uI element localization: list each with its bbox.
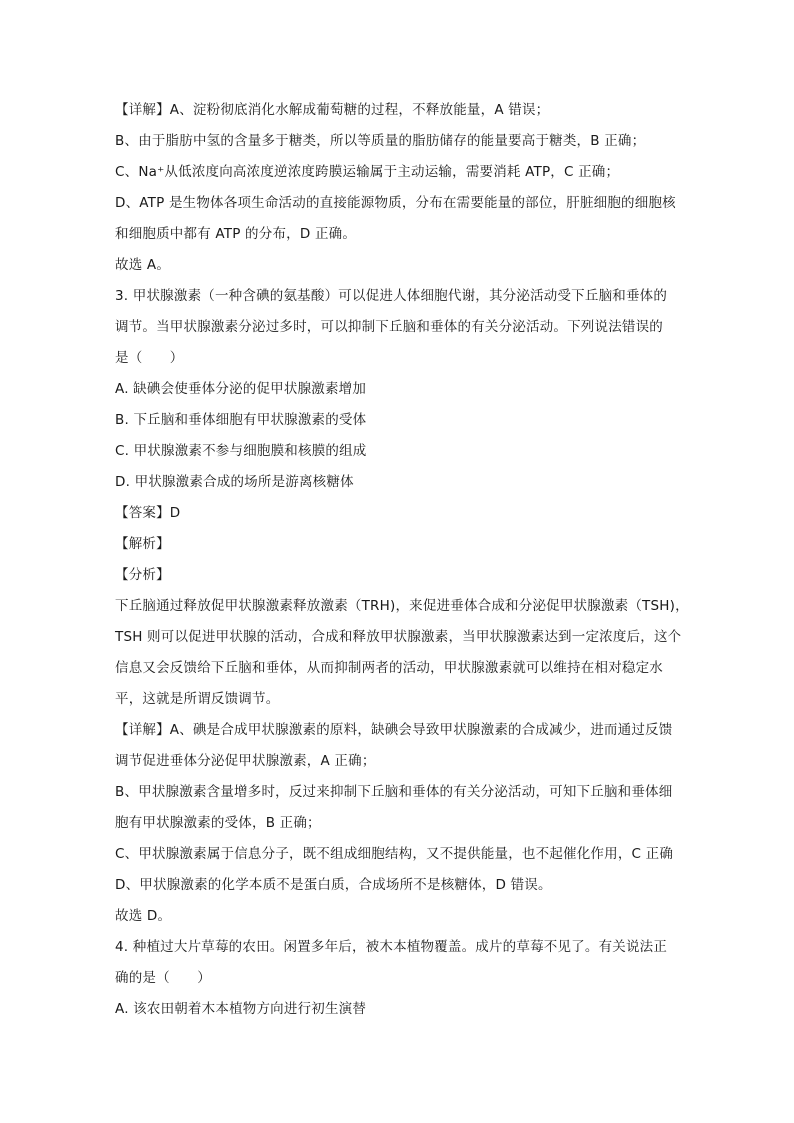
text-line: 信息又会反馈给下丘脑和垂体，从而抑制两者的活动，甲状腺激素就可以维持在相对稳定水 <box>115 660 663 676</box>
option-d: D. 甲状腺激素合成的场所是游离核糖体 <box>115 474 354 490</box>
text-line: TSH 则可以促进甲状腺的活动，合成和释放甲状腺激素，当甲状腺激素达到一定浓度后，这个 <box>115 629 682 645</box>
text-line: 和细胞质中都有 ATP 的分布，D 正确。 <box>115 226 357 242</box>
question-3-stem: 调节。当甲状腺激素分泌过多时，可以抑制下丘脑和垂体的有关分泌活动。下列说法错误的 <box>115 319 663 335</box>
option-a: A. 缺碘会使垂体分泌的促甲状腺激素增加 <box>115 381 367 397</box>
text-line: 调节促进垂体分泌促甲状腺激素，A 正确； <box>115 753 376 769</box>
text-line: 故选 D。 <box>115 908 172 924</box>
text-line: 【详解】A、碘是合成甲状腺激素的原料，缺碘会导致甲状腺激素的合成减少，进而通过反馈 <box>115 722 673 738</box>
analysis-sub-label: 【分析】 <box>115 567 170 583</box>
text-line: 下丘脑通过释放促甲状腺激素释放激素（TRH)，来促进垂体合成和分泌促甲状腺激素（TSH)， <box>115 598 689 614</box>
text-line: 平，这就是所谓反馈调节。 <box>115 691 280 707</box>
text-line: C、甲状腺激素属于信息分子，既不组成细胞结构，又不提供能量，也不起催化作用，C 正确 <box>115 846 674 862</box>
document-body <box>115 100 689 1030</box>
option-c: C. 甲状腺激素不参与细胞膜和核膜的组成 <box>115 443 367 459</box>
analysis-label: 【解析】 <box>115 536 170 552</box>
question-4-stem: 4. 种植过大片草莓的农田。闲置多年后，被木本植物覆盖。成片的草莓不见了。有关说法正 <box>115 939 668 955</box>
text-line: B、甲状腺激素含量增多时，反过来抑制下丘脑和垂体的有关分泌活动，可知下丘脑和垂体细 <box>115 784 673 800</box>
text-line: B、由于脂肪中氢的含量多于糖类，所以等质量的脂肪储存的能量要高于糖类，B 正确； <box>115 133 646 149</box>
text-line: 胞有甲状腺激素的受体，B 正确； <box>115 815 321 831</box>
text-line: 故选 A。 <box>115 257 171 273</box>
text-line: D、甲状腺激素的化学本质不是蛋白质，合成场所不是核糖体，D 错误。 <box>115 877 552 893</box>
answer-label: 【答案】D <box>115 505 181 521</box>
text-line: D、ATP 是生物体各项生命活动的直接能源物质，分布在需要能量的部位，肝脏细胞的细胞核 <box>115 195 676 211</box>
option-b: B. 下丘脑和垂体细胞有甲状腺激素的受体 <box>115 412 367 428</box>
question-3-stem: 是（ ） <box>115 350 184 366</box>
question-4-stem: 确的是（ ） <box>115 970 211 986</box>
option-a: A. 该农田朝着木本植物方向进行初生演替 <box>115 1001 367 1017</box>
question-3-stem: 3. 甲状腺激素（一种含碘的氨基酸）可以促进人体细胞代谢，其分泌活动受下丘脑和垂体的 <box>115 288 668 304</box>
text-line: 【详解】A、淀粉彻底消化水解成葡萄糖的过程，不释放能量，A 错误； <box>115 102 550 118</box>
text-line: C、Na⁺从低浓度向高浓度逆浓度跨膜运输属于主动运输，需要消耗 ATP，C 正确； <box>115 164 620 180</box>
